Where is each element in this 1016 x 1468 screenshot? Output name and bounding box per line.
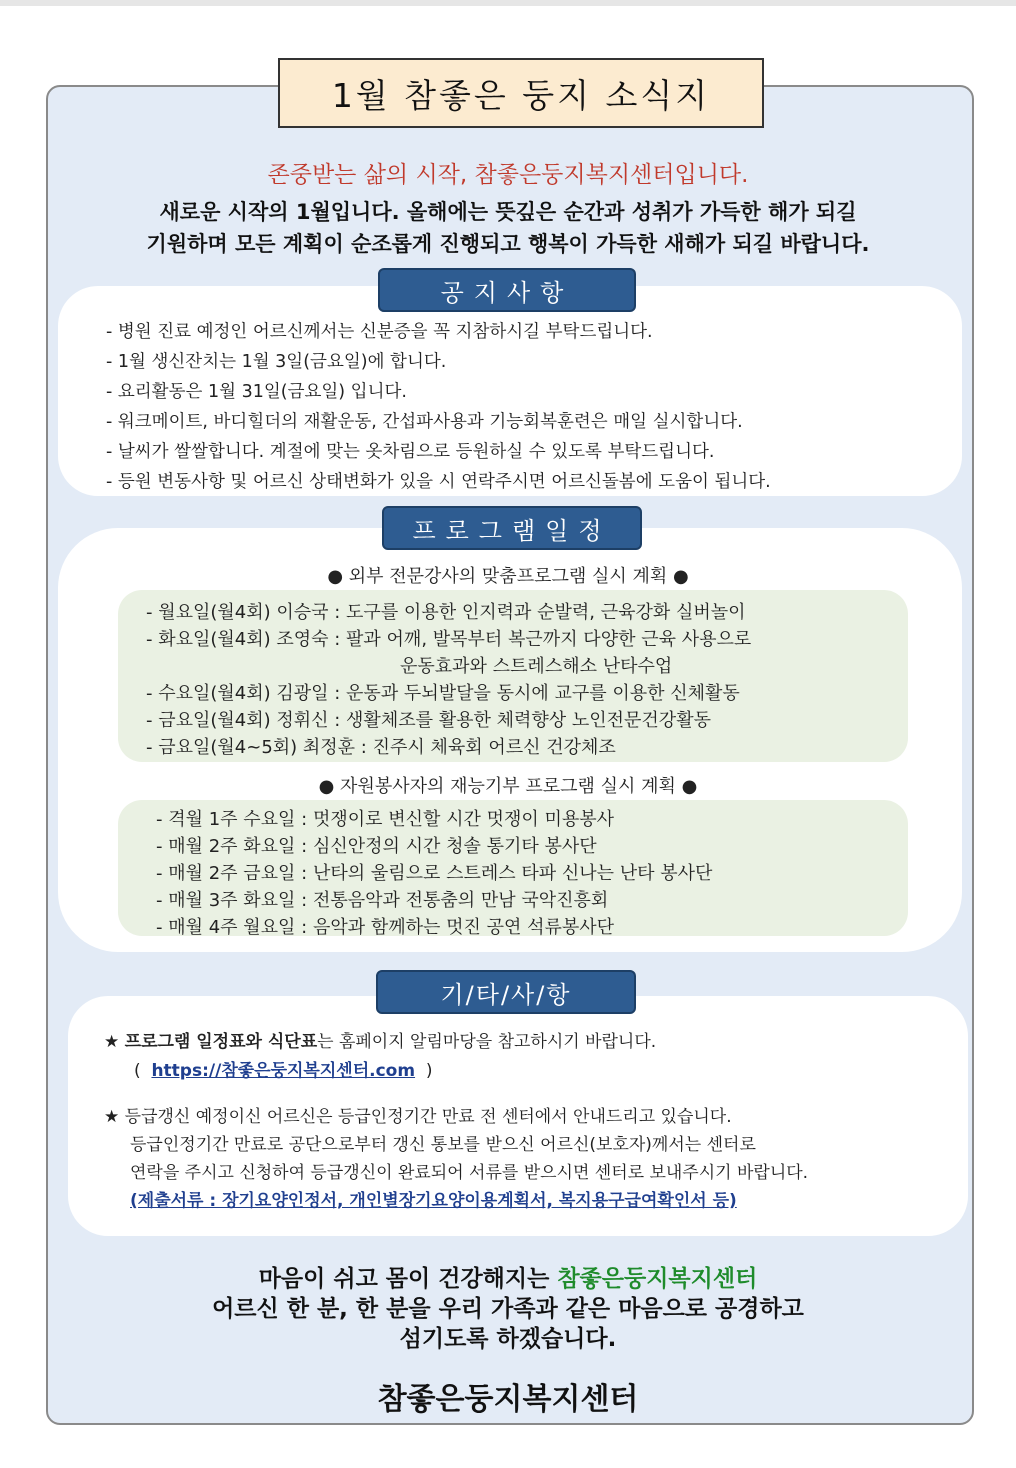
tagline: 존중받는 삶의 시작, 참좋은둥지복지센터입니다. — [267, 162, 749, 188]
external-program-item: - 수요일(월4회) 김광일 : 운동과 두뇌발달을 동시에 교구를 이용한 신체활동 — [146, 683, 740, 704]
external-program-item: - 화요일(월4회) 조영숙 : 팔과 어깨, 발목부터 복근까지 다양한 근육 사용으로 — [146, 629, 752, 650]
volunteer-program-item: - 매월 4주 월요일 : 음악과 함께하는 멋진 공연 석류봉사단 — [156, 917, 615, 938]
etc-heading: 기/타/사/항 — [376, 970, 636, 1014]
homepage-link-row — [134, 1056, 433, 1081]
external-program-heading: ● 외부 전문강사의 맞춤프로그램 실시 계획 ● — [327, 566, 689, 587]
homepage-link[interactable]: https://참좋은둥지복지센터.com — [151, 1061, 416, 1081]
volunteer-program-item: - 격월 1주 수요일 : 멋쟁이로 변신할 시간 멋쟁이 미용봉사 — [156, 809, 615, 830]
link-paren-close: ) — [425, 1061, 433, 1081]
notice-item: - 날씨가 쌀쌀합니다. 계절에 맞는 옷차림으로 등원하실 수 있도록 부탁드립니다. — [106, 442, 715, 462]
volunteer-program-item: - 매월 2주 금요일 : 난타의 울림으로 스트레스 타파 신나는 난타 봉사단 — [156, 863, 713, 884]
notice-heading: 공지사항 — [378, 268, 636, 312]
closing-line-3: 섬기도록 하겠습니다. — [399, 1326, 617, 1352]
etc-item-1-bold: 프로그램 일정표와 식단표 — [124, 1032, 318, 1052]
star-icon: ★ — [104, 1107, 120, 1127]
footer-center-name: 참좋은둥지복지센터 — [377, 1382, 639, 1417]
etc-item-2-line: 연락을 주시고 신청하여 등급갱신이 완료되어 서류를 받으시면 센터로 보내주시기 바랍니다. — [130, 1163, 809, 1183]
intro-line-2: 기원하며 모든 계획이 순조롭게 진행되고 행복이 가득한 새해가 되길 바랍니다. — [146, 232, 870, 256]
notice-item: - 요리활동은 1월 31일(금요일) 입니다. — [106, 382, 407, 402]
notice-item: - 병원 진료 예정인 어르신께서는 신분증을 꼭 지참하시길 부탁드립니다. — [106, 322, 653, 342]
newsletter-title: 1월 참좋은 둥지 소식지 — [278, 58, 764, 128]
volunteer-program-item: - 매월 3주 화요일 : 전통음악과 전통춤의 만남 국악진흥회 — [156, 890, 609, 911]
top-divider — [0, 0, 1016, 6]
closing-line-1-text: 마음이 쉬고 몸이 건강해지는 — [258, 1266, 550, 1292]
closing-brand: 참좋은둥지복지센터 — [557, 1266, 758, 1292]
etc-item-2-line: 등급인정기간 만료로 공단으로부터 갱신 통보를 받으신 어르신(보호자)께서는 센터로 — [130, 1135, 756, 1155]
etc-item-1 — [104, 1027, 656, 1052]
closing-line-2: 어르신 한 분, 한 분을 우리 가족과 같은 마음으로 공경하고 — [212, 1296, 804, 1322]
notice-item: - 등원 변동사항 및 어르신 상태변화가 있을 시 연락주시면 어르신돌봄에 도움이 됩니다. — [106, 472, 771, 492]
etc-item-2 — [104, 1102, 732, 1127]
etc-item-1-text: 는 홈페이지 알림마당을 참고하시기 바랍니다. — [317, 1032, 657, 1052]
link-paren-open: ( — [134, 1061, 141, 1081]
etc-item-2-line: 등급갱신 예정이신 어르신은 등급인정기간 만료 전 센터에서 안내드리고 있습니다. — [124, 1107, 732, 1127]
program-heading: 프로그램일정 — [382, 506, 642, 550]
external-program-item: - 금요일(월4회) 정휘신 : 생활체조를 활용한 체력향상 노인전문건강활동 — [146, 710, 711, 731]
notice-item: - 워크메이트, 바디힐더의 재활운동, 간섭파사용과 기능회복훈련은 매일 실시합니다. — [106, 412, 743, 432]
closing-line-1 — [0, 1260, 1016, 1293]
external-program-item: - 금요일(월4~5회) 최정훈 : 진주시 체육회 어르신 건강체조 — [146, 737, 616, 758]
external-program-item-continued: 운동효과와 스트레스해소 난타수업 — [400, 656, 673, 677]
required-documents: (제출서류 : 장기요양인정서, 개인별장기요양이용계획서, 복지용구급여확인서 등) — [130, 1191, 737, 1211]
star-icon: ★ — [104, 1032, 120, 1052]
volunteer-program-item: - 매월 2주 화요일 : 심신안정의 시간 청솔 통기타 봉사단 — [156, 836, 597, 857]
intro-line-1: 새로운 시작의 1월입니다. 올해에는 뜻깊은 순간과 성취가 가득한 해가 되길 — [159, 200, 857, 224]
external-program-item: - 월요일(월4회) 이승국 : 도구를 이용한 인지력과 순발력, 근육강화 실버놀이 — [146, 602, 746, 623]
volunteer-program-heading: ● 자원봉사자의 재능기부 프로그램 실시 계획 ● — [318, 776, 698, 797]
notice-item: - 1월 생신잔치는 1월 3일(금요일)에 합니다. — [106, 352, 447, 372]
